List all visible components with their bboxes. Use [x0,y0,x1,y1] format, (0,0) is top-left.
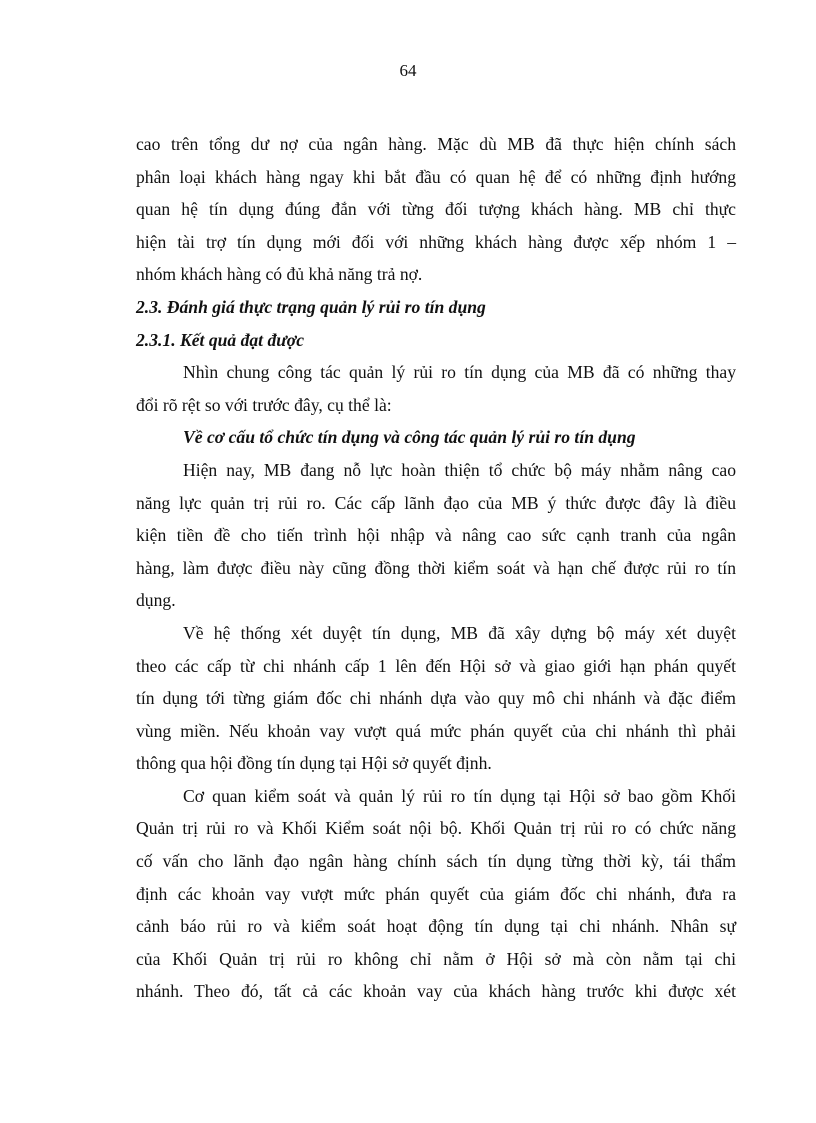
paragraph-line: đổi rõ rệt so với trước đây, cụ thể là: [136,394,392,415]
paragraph-line: của Khối Quản trị rủi ro không chỉ nằm ở Hội sở mà còn nằm tại chi [136,948,736,969]
document-body [136,128,736,1008]
section-heading: 2.3. Đánh giá thực trạng quản lý rủi ro tín dụng [136,296,486,317]
paragraph-line: cao trên tổng dư nợ của ngân hàng. Mặc dù MB đã thực hiện chính sách [136,134,736,154]
paragraph-line: kiện tiền đề cho tiến trình hội nhập và nâng cao sức cạnh tranh của ngân [136,525,736,546]
paragraph-line: Cơ quan kiểm soát và quản lý rủi ro tín dụng tại Hội sở bao gồm Khối [183,785,736,806]
topic-heading: Về cơ cấu tổ chức tín dụng và công tác quản lý rủi ro tín dụng [183,427,636,448]
paragraph-line: Quản trị rủi ro và Khối Kiểm soát nội bộ. Khối Quản trị rủi ro có chức năng [136,818,736,839]
paragraph-line: vùng miền. Nếu khoản vay vượt quá mức phán quyết của chi nhánh thì phải [136,720,736,741]
paragraph-line: dụng. [136,590,176,611]
paragraph-line: Về hệ thống xét duyệt tín dụng, MB đã xây dựng bộ máy xét duyệt [183,622,736,643]
paragraph-line: nhánh. Theo đó, tất cả các khoản vay của khách hàng trước khi được xét [136,981,736,1002]
paragraph-line: năng lực quản trị rủi ro. Các cấp lãnh đạo của MB ý thức được đây là điều [136,492,736,513]
paragraph-line: Hiện nay, MB đang nỗ lực hoàn thiện tổ chức bộ máy nhằm nâng cao [183,459,736,480]
paragraph-line: hiện tài trợ tín dụng mới đối với những khách hàng được xếp nhóm 1 – [136,231,736,252]
page-number: 64 [399,61,417,80]
paragraph-line: cố vấn cho lãnh đạo ngân hàng chính sách tín dụng từng thời kỳ, tái thẩm [136,851,736,872]
paragraph-line: theo các cấp từ chi nhánh cấp 1 lên đến Hội sở và giao giới hạn phán quyết [136,655,736,676]
paragraph-line: tín dụng tới từng giám đốc chi nhánh dựa vào quy mô chi nhánh và đặc điểm [136,688,736,709]
paragraph-line: nhóm khách hàng có đủ khả năng trả nợ. [136,264,423,285]
subsection-heading: 2.3.1. Kết quả đạt được [136,329,305,350]
paragraph-line: định các khoản vay vượt mức phán quyết của giám đốc chi nhánh, đưa ra [136,883,736,904]
paragraph-line: quan hệ tín dụng đúng đắn với từng đối tượng khách hàng. MB chỉ thực [136,199,736,220]
paragraph-line: hàng, làm được điều này cũng đồng thời kiểm soát và hạn chế được rủi ro tín [136,557,736,578]
paragraph-line: phân loại khách hàng ngay khi bắt đầu có quan hệ để có những định hướng [136,166,736,187]
paragraph-line: thông qua hội đồng tín dụng tại Hội sở quyết định. [136,753,492,774]
paragraph-line: cảnh báo rủi ro và kiểm soát hoạt động tín dụng tại chi nhánh. Nhân sự [136,916,736,937]
paragraph-line: Nhìn chung công tác quản lý rủi ro tín dụng của MB đã có những thay [183,362,736,383]
